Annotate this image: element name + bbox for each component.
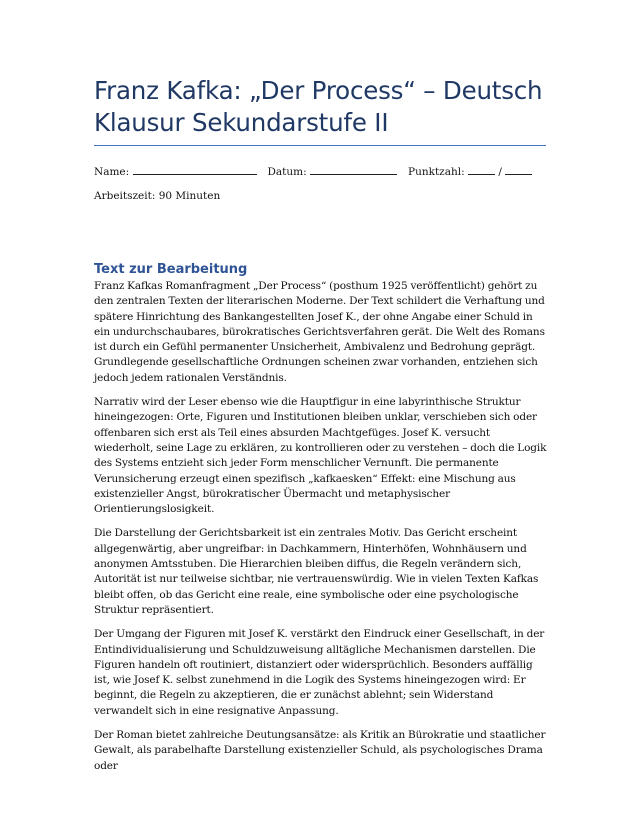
date-label: Datum: — [267, 166, 307, 178]
score-separator: / — [498, 166, 502, 178]
working-time: Arbeitszeit: 90 Minuten — [94, 190, 221, 202]
score-label: Punktzahl: — [408, 166, 465, 178]
score-blank-total[interactable] — [505, 164, 532, 175]
section-heading: Text zur Bearbeitung — [94, 262, 248, 277]
score-blank-achieved[interactable] — [468, 164, 495, 175]
student-info-row — [94, 164, 554, 180]
title-underline — [94, 145, 546, 146]
paragraph: Franz Kafkas Romanfragment „Der Process“ (posthum 1925 veröffentlicht) gehört zu den zentralen Texten der literarischen Moderne. Der Text schildert die Verhaftung und spätere Hinrichtung des Bankangestellten Josef K., der ohne Angabe einer Schuld in ein undurchschaubares, bürokratisches Gerichtsverfahren gerät. Die Welt des Romans ist durch ein Gefühl permanenter Unsicherheit, Ambivalenz und Bedrohung geprägt. Grundlegende gesellschaftliche Ordnungen scheinen zwar vorhanden, entziehen sich jedoch jedem rationalen Verständnis. — [94, 280, 545, 384]
date-field — [268, 164, 398, 180]
date-blank[interactable] — [310, 164, 397, 175]
paragraph: Narrativ wird der Leser ebenso wie die Hauptfigur in eine labyrinthische Struktur hineingezogen: Orte, Figuren und Institutionen bleiben unklar, verschieben sich oder offenbaren sich erst als Teil eines absurden Machtgefüges. Josef K. versucht wiederholt, seine Lage zu erklären, zu kontrollieren oder zu verstehen – doch die Logik des Systems entzieht sich jeder Form menschlicher Vernunft. Die permanente Verunsicherung erzeugt einen spezifisch „kafkaesken“ Effekt: eine Mischung aus existenzieller Angst, bürokratischer Übermacht und metaphysischer Orientierungslosigkeit. — [94, 396, 547, 516]
title-line-2: Klausur Sekundarstufe II — [94, 108, 389, 137]
name-label: Name: — [94, 166, 130, 178]
paragraph: Der Umgang der Figuren mit Josef K. verstärkt den Eindruck einer Gesellschaft, in der Entindividualisierung und Schuldzuweisung alltägliche Mechanismen darstellen. Die Figuren handeln oft routiniert, distanziert oder widersprüchlich. Besonders auffällig ist, wie Josef K. selbst zunehmend in die Logik des Systems hineingezogen wird: Er beginnt, die Regeln zu akzeptieren, die er zunächst ablehnt; sein Widerstand verwandelt sich in eine resignative Anpassung. — [94, 628, 545, 717]
score-field — [408, 164, 532, 180]
title-line-1: Franz Kafka: „Der Process“ – Deutsch — [94, 76, 543, 105]
paragraph: Die Darstellung der Gerichtsbarkeit ist ein zentrales Motiv. Das Gericht erscheint allgegenwärtig, aber ungreifbar: in Dachkammern, Hinterhöfen, Wohnhäusern und anonymen Amtsstuben. Die Hierarchien bleiben diffus, die Regeln verändern sich, Autorität ist nur teilweise sichtbar, nie vertrauenswürdig. Wie in vielen Texten Kafkas bleibt offen, ob das Gericht eine reale, eine symbolische oder eine psychologische Struktur repräsentiert. — [94, 527, 539, 616]
name-blank[interactable] — [133, 164, 257, 175]
name-field — [94, 164, 257, 180]
paragraph: Der Roman bietet zahlreiche Deutungsansätze: als Kritik an Bürokratie und staatlicher Gewalt, als parabelhafte Darstellung existenzieller Schuld, als psychologisches Drama oder — [94, 729, 546, 772]
body-text — [94, 279, 549, 783]
document-title — [94, 75, 554, 139]
